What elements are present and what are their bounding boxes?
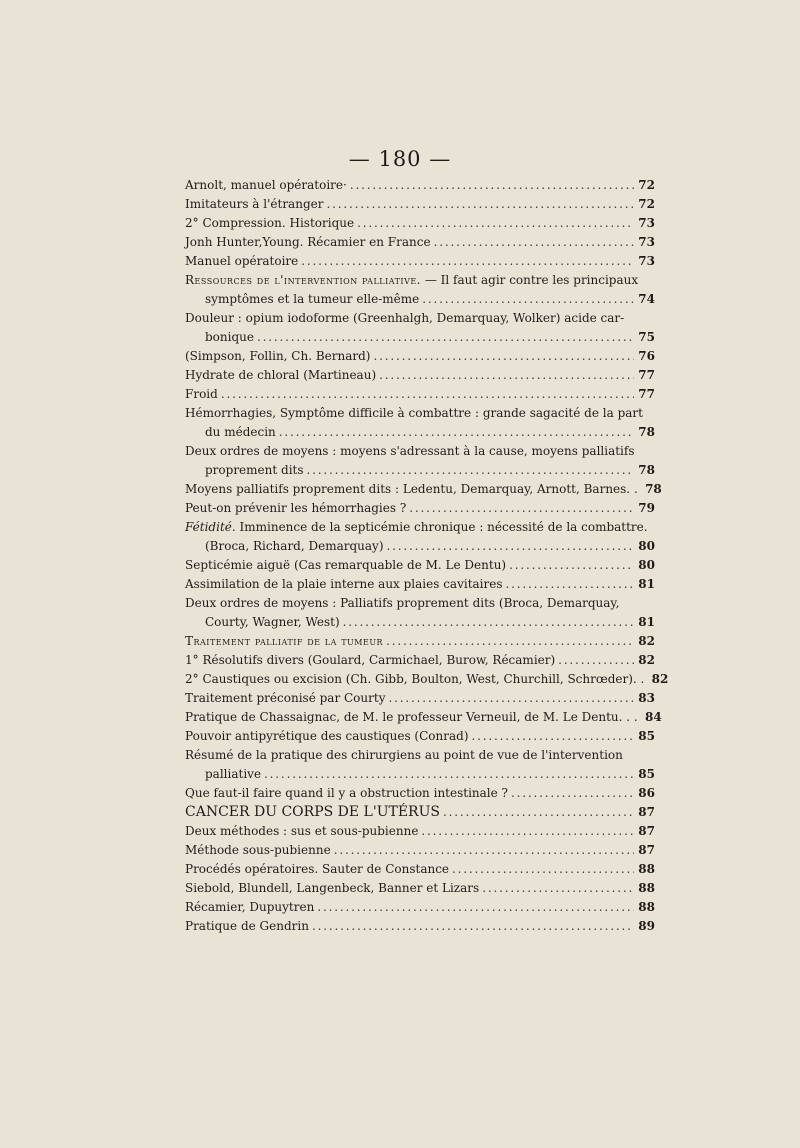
toc-entry-text: Deux ordres de moyens : Palliatifs proprement dits (Broca, Demarquay, xyxy=(185,596,620,610)
toc-entry xyxy=(185,385,655,404)
toc-entry xyxy=(185,917,655,936)
toc-page-number: 77 xyxy=(638,368,655,382)
toc-entry-text: Hémorrhagies, Symptôme difficile à combattre : grande sagacité de la part xyxy=(185,406,643,420)
dot-leader xyxy=(301,252,634,271)
toc-page-number: 82 xyxy=(638,634,655,648)
toc-entry-text: Arnolt, manuel opératoire· xyxy=(185,178,347,192)
toc-page-number: 78 xyxy=(638,425,655,439)
toc-page-number: 72 xyxy=(638,178,655,192)
toc-page-number: 80 xyxy=(638,539,655,553)
toc-entry xyxy=(185,347,655,366)
toc-page-number: 80 xyxy=(638,558,655,572)
toc-entry-heading: Traitement palliatif de la tumeur xyxy=(185,634,384,648)
dot-leader xyxy=(257,328,634,347)
toc-entry-text: Froid xyxy=(185,387,218,401)
toc-entry xyxy=(185,594,655,632)
toc-entry-text: Récamier, Dupuytren xyxy=(185,900,315,914)
toc-entry-text: Assimilation de la plaie interne aux plaies cavitaires xyxy=(185,577,503,591)
toc-page-number: 82 xyxy=(651,672,669,686)
toc-entry xyxy=(185,195,655,214)
toc-page-number: 81 xyxy=(638,615,655,629)
toc-page-number: 78 xyxy=(645,482,662,496)
toc-entry-text: 2° Compression. Historique xyxy=(185,216,355,230)
toc-page-number: 74 xyxy=(638,292,655,306)
toc-page-number: 89 xyxy=(638,919,655,933)
toc-entry xyxy=(185,784,655,803)
toc-entry xyxy=(185,708,662,727)
toc-entry xyxy=(185,252,655,271)
toc-entry-text: (Simpson, Follin, Ch. Bernard) xyxy=(185,349,371,363)
dot-leader xyxy=(472,727,635,746)
toc-page-number: 77 xyxy=(638,387,655,401)
table-of-contents xyxy=(185,176,669,936)
toc-entry xyxy=(185,651,655,670)
toc-page-number: 84 xyxy=(645,710,662,724)
toc-entry-text: Douleur : opium iodoforme (Greenhalgh, Demarquay, Wolker) acide car- xyxy=(185,311,625,325)
toc-entry-text: Jonh Hunter,Young. Récamier en France xyxy=(185,235,431,249)
toc-entry-text: Pratique de Chassaignac, de M. le professeur Verneuil, de M. Le Dentu. . . xyxy=(185,710,638,724)
toc-entry xyxy=(185,727,655,746)
toc-entry xyxy=(185,689,655,708)
toc-entry xyxy=(185,575,655,594)
toc-page-number: 73 xyxy=(638,216,655,230)
toc-entry-heading: Fétidité. xyxy=(185,520,236,534)
toc-entry-text: Moyens palliatifs proprement dits : Ledentu, Demarquay, Arnott, Barnes. . xyxy=(185,482,638,496)
toc-entry-text: Peut-on prévenir les hémorrhagies ? xyxy=(185,501,407,515)
toc-entry xyxy=(185,176,655,195)
toc-entry xyxy=(185,556,655,575)
toc-entry-text: 2° Caustiques ou excision (Ch. Gibb, Boulton, West, Churchill, Schrœder). . xyxy=(185,672,645,686)
dot-leader xyxy=(379,366,634,385)
toc-page-number: 88 xyxy=(638,862,655,876)
dot-leader xyxy=(421,822,634,841)
toc-page-number: 86 xyxy=(638,786,655,800)
toc-entry xyxy=(185,803,655,822)
toc-entry-text: Deux méthodes : sus et sous-pubienne xyxy=(185,824,419,838)
page-number: — 180 — xyxy=(348,147,452,171)
toc-entry-text: (Broca, Richard, Demarquay) xyxy=(205,539,384,553)
toc-page-number: 72 xyxy=(638,197,655,211)
toc-entry-text: Imitateurs à l'étranger xyxy=(185,197,324,211)
toc-page-number: 75 xyxy=(638,330,655,344)
toc-entry-text: Pratique de Gendrin xyxy=(185,919,309,933)
dot-leader xyxy=(422,290,634,309)
toc-entry xyxy=(185,518,655,556)
dot-leader xyxy=(373,347,634,366)
toc-page-number: 88 xyxy=(638,900,655,914)
toc-entry xyxy=(185,670,669,689)
toc-entry xyxy=(185,822,655,841)
toc-entry xyxy=(185,499,655,518)
toc-page-number: 87 xyxy=(638,843,655,857)
dot-leader xyxy=(221,385,634,404)
dot-leader xyxy=(307,461,634,480)
toc-entry-text: bonique xyxy=(205,330,254,344)
toc-entry xyxy=(185,860,655,879)
toc-entry-text: palliative xyxy=(205,767,262,781)
toc-entry xyxy=(185,366,655,385)
toc-entry-text: Deux ordres de moyens : moyens s'adressant à la cause, moyens palliatifs xyxy=(185,444,635,458)
dot-leader xyxy=(317,898,634,917)
dot-leader xyxy=(509,556,634,575)
toc-entry-text: Pouvoir antipyrétique des caustiques (Conrad) xyxy=(185,729,469,743)
toc-entry-text: Courty, Wagner, West) xyxy=(205,615,340,629)
dot-leader xyxy=(326,195,634,214)
dot-leader xyxy=(506,575,634,594)
dot-leader xyxy=(409,499,634,518)
toc-page-number: 87 xyxy=(638,805,655,819)
toc-entry xyxy=(185,746,655,784)
toc-entry xyxy=(185,404,655,442)
toc-page-number: 79 xyxy=(638,501,655,515)
dot-leader xyxy=(386,632,634,651)
toc-page-number: 73 xyxy=(638,235,655,249)
toc-entry-text: Manuel opératoire xyxy=(185,254,299,268)
dot-leader xyxy=(357,214,634,233)
toc-entry-text: proprement dits xyxy=(205,463,304,477)
toc-page-number: 87 xyxy=(638,824,655,838)
toc-entry xyxy=(185,841,655,860)
toc-entry-text: CANCER DU CORPS DE L'UTÉRUS xyxy=(185,804,440,820)
toc-entry-text: Fétidité. Imminence de la septicémie chronique : nécessité de la combattre. xyxy=(185,520,648,534)
toc-entry xyxy=(185,442,655,480)
toc-page-number: 78 xyxy=(638,463,655,477)
toc-page-number: 76 xyxy=(638,349,655,363)
dot-leader xyxy=(452,860,634,879)
toc-entry xyxy=(185,271,655,309)
toc-page-number: 85 xyxy=(638,729,655,743)
toc-entry-text: symptômes et la tumeur elle-même xyxy=(205,292,420,306)
dot-leader xyxy=(388,689,634,708)
toc-entry-text: Ressources de l'intervention palliative. — Il faut agir contre les principaux xyxy=(185,273,639,287)
dot-leader xyxy=(312,917,634,936)
toc-entry xyxy=(185,480,662,499)
toc-entry xyxy=(185,879,655,898)
toc-page-number: 82 xyxy=(638,653,655,667)
dot-leader xyxy=(343,613,634,632)
dot-leader xyxy=(482,879,634,898)
dot-leader xyxy=(443,803,634,822)
toc-entry-text: du médecin xyxy=(205,425,276,439)
toc-entry-text: Procédés opératoires. Sauter de Constance xyxy=(185,862,450,876)
toc-entry xyxy=(185,233,655,252)
toc-entry xyxy=(185,214,655,233)
dot-leader xyxy=(558,651,634,670)
dot-leader xyxy=(350,176,634,195)
toc-entry-text: Traitement préconisé par Courty xyxy=(185,691,386,705)
toc-entry-text: Que faut-il faire quand il y a obstruction intestinale ? xyxy=(185,786,508,800)
toc-entry-text: Siebold, Blundell, Langenbeck, Banner et Lizars xyxy=(185,881,480,895)
toc-entry-text: Méthode sous-pubienne xyxy=(185,843,331,857)
dot-leader xyxy=(279,423,634,442)
toc-entry-text: Hydrate de chloral (Martineau) xyxy=(185,368,377,382)
toc-page-number: 85 xyxy=(638,767,655,781)
toc-entry-text: 1° Résolutifs divers (Goulard, Carmichael, Burow, Récamier) xyxy=(185,653,556,667)
toc-page-number: 73 xyxy=(638,254,655,268)
toc-entry-text: Septicémie aiguë (Cas remarquable de M. Le Dentu) xyxy=(185,558,507,572)
toc-entry xyxy=(185,632,655,651)
dot-leader xyxy=(264,765,634,784)
toc-page-number: 88 xyxy=(638,881,655,895)
dot-leader xyxy=(511,784,634,803)
toc-entry xyxy=(185,309,655,347)
dot-leader xyxy=(434,233,634,252)
toc-entry-text: Résumé de la pratique des chirurgiens au point de vue de l'intervention xyxy=(185,748,623,762)
toc-entry-heading: Ressources de l'intervention palliative. xyxy=(185,273,421,287)
dot-leader xyxy=(387,537,634,556)
toc-page-number: 83 xyxy=(638,691,655,705)
toc-page-number: 81 xyxy=(638,577,655,591)
dot-leader xyxy=(334,841,634,860)
toc-entry-text xyxy=(185,632,383,651)
toc-entry xyxy=(185,898,655,917)
